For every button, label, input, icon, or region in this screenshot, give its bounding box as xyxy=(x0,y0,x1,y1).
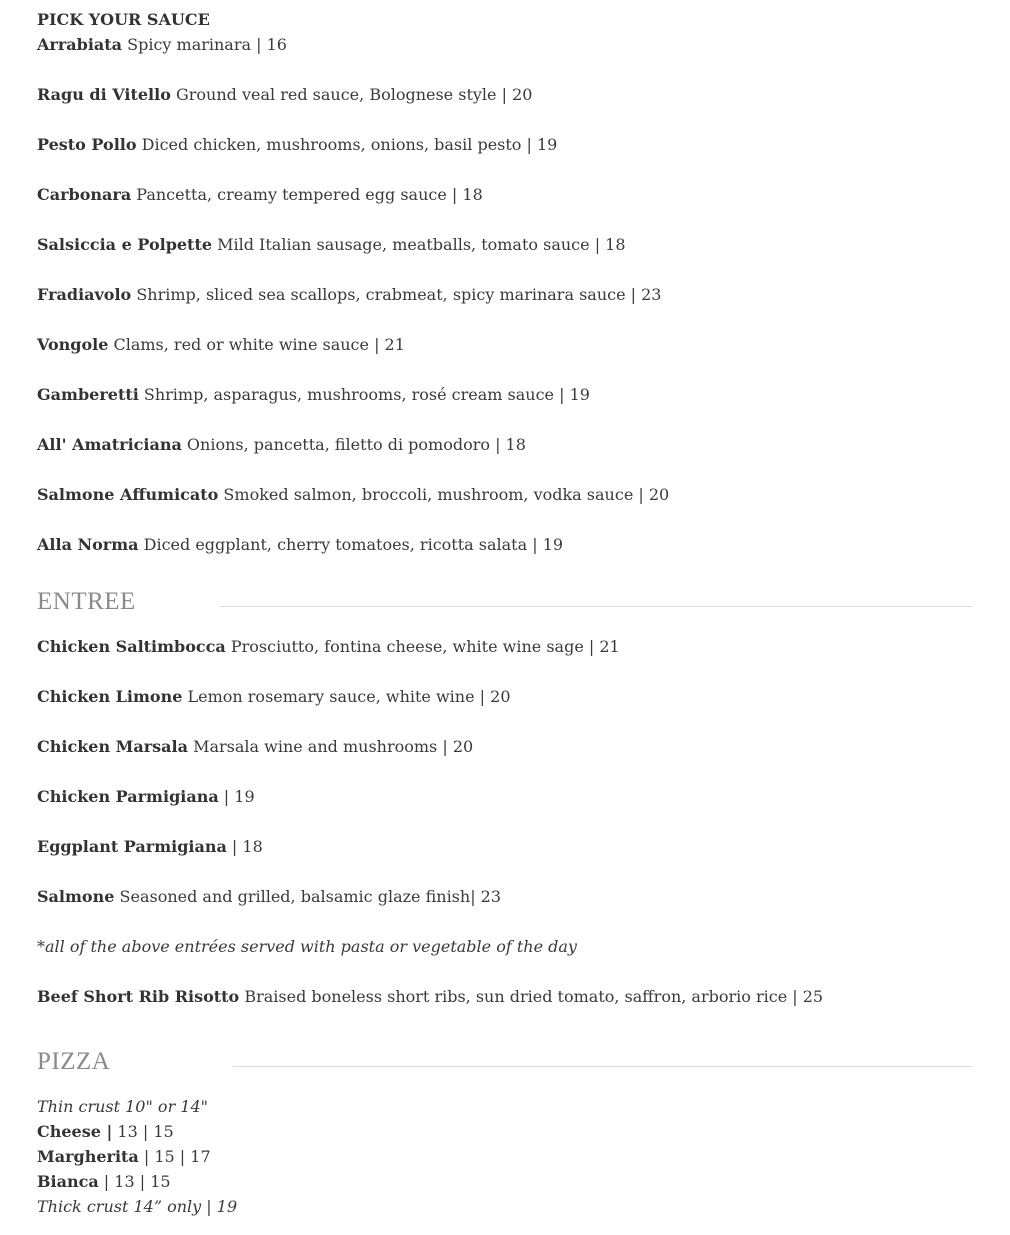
section-title: PIZZA xyxy=(37,1048,111,1075)
item-desc: | 13 | 15 xyxy=(98,1172,171,1191)
sauce-heading: PICK YOUR SAUCE xyxy=(37,10,210,29)
menu-item xyxy=(37,182,973,207)
item-desc: Onions, pancetta, filetto di pomodoro | 18 xyxy=(181,435,526,454)
item-name: Bianca xyxy=(37,1172,99,1191)
item-name: Chicken Marsala xyxy=(37,737,188,756)
menu-item xyxy=(37,734,973,759)
menu-item xyxy=(37,532,973,557)
menu-item xyxy=(37,82,973,107)
menu-page xyxy=(37,7,973,1219)
item-name: Chicken Parmigiana xyxy=(37,787,219,806)
item-name: Cheese | xyxy=(37,1122,113,1141)
section-title: ENTREE xyxy=(37,588,136,615)
pizza-section xyxy=(37,1042,973,1219)
thin-crust-label: Thin crust 10" or 14" xyxy=(37,1097,209,1116)
entree-note: *all of the above entrées served with pasta or vegetable of the day xyxy=(37,937,577,956)
item-name: Vongole xyxy=(37,335,109,354)
item-name: Chicken Saltimbocca xyxy=(37,637,226,656)
entree-heading xyxy=(37,582,973,622)
menu-item xyxy=(37,684,973,709)
item-name: Beef Short Rib Risotto xyxy=(37,987,240,1006)
menu-item xyxy=(37,382,973,407)
entree-section xyxy=(37,582,973,1009)
item-desc: Smoked salmon, broccoli, mushroom, vodka sauce | 20 xyxy=(218,485,670,504)
item-desc: Ground veal red sauce, Bolognese style | 20 xyxy=(170,85,533,104)
item-name: Eggplant Parmigiana xyxy=(37,837,227,856)
menu-item xyxy=(37,282,973,307)
menu-item xyxy=(37,432,973,457)
item-name: Carbonara xyxy=(37,185,132,204)
item-desc: Diced eggplant, cherry tomatoes, ricotta salata | 19 xyxy=(138,535,564,554)
item-name: Gamberetti xyxy=(37,385,139,404)
menu-item xyxy=(37,884,973,909)
menu-item xyxy=(37,784,973,809)
item-desc: Diced chicken, mushrooms, onions, basil pesto | 19 xyxy=(136,135,558,154)
item-desc: 13 | 15 xyxy=(112,1122,174,1141)
item-name: Ragu di Vitello xyxy=(37,85,171,104)
item-desc: | 15 | 17 xyxy=(138,1147,211,1166)
item-desc: Prosciutto, fontina cheese, white wine sage | 21 xyxy=(225,637,620,656)
menu-item xyxy=(37,482,973,507)
menu-item xyxy=(37,232,973,257)
item-name: Fradiavolo xyxy=(37,285,132,304)
item-name: Chicken Limone xyxy=(37,687,183,706)
item-desc: Clams, red or white wine sauce | 21 xyxy=(108,335,405,354)
item-desc: Pancetta, creamy tempered egg sauce | 18 xyxy=(131,185,483,204)
item-name: Salmone Affumicato xyxy=(37,485,219,504)
menu-item xyxy=(37,1169,973,1194)
item-desc: Marsala wine and mushrooms | 20 xyxy=(187,737,474,756)
item-desc: Shrimp, asparagus, mushrooms, rosé cream sauce | 19 xyxy=(138,385,590,404)
item-name: Salmone xyxy=(37,887,115,906)
item-desc: Spicy marinara | 16 xyxy=(122,35,287,54)
item-name: Margherita xyxy=(37,1147,139,1166)
item-name: Salsiccia e Polpette xyxy=(37,235,213,254)
thick-crust-label: Thick crust 14” only | 19 xyxy=(37,1197,238,1216)
item-desc: Mild Italian sausage, meatballs, tomato sauce | 18 xyxy=(212,235,626,254)
menu-item xyxy=(37,1119,973,1144)
menu-item xyxy=(37,984,973,1009)
section-divider xyxy=(233,1066,973,1067)
item-desc: | 18 xyxy=(226,837,263,856)
pizza-heading xyxy=(37,1042,973,1082)
menu-item xyxy=(37,1144,973,1169)
item-name: Arrabiata xyxy=(37,35,123,54)
menu-item xyxy=(37,834,973,859)
item-desc: Seasoned and grilled, balsamic glaze finish| 23 xyxy=(114,887,502,906)
section-divider xyxy=(219,606,973,607)
item-name: Alla Norma xyxy=(37,535,139,554)
menu-item xyxy=(37,634,973,659)
menu-item xyxy=(37,132,973,157)
menu-item xyxy=(37,332,973,357)
pasta-section xyxy=(37,7,973,557)
item-name: All' Amatriciana xyxy=(37,435,182,454)
menu-item xyxy=(37,32,973,57)
item-desc: Shrimp, sliced sea scallops, crabmeat, spicy marinara sauce | 23 xyxy=(131,285,662,304)
item-desc: | 19 xyxy=(218,787,255,806)
item-desc: Lemon rosemary sauce, white wine | 20 xyxy=(182,687,511,706)
item-name: Pesto Pollo xyxy=(37,135,137,154)
item-desc: Braised boneless short ribs, sun dried tomato, saffron, arborio rice | 25 xyxy=(239,987,824,1006)
